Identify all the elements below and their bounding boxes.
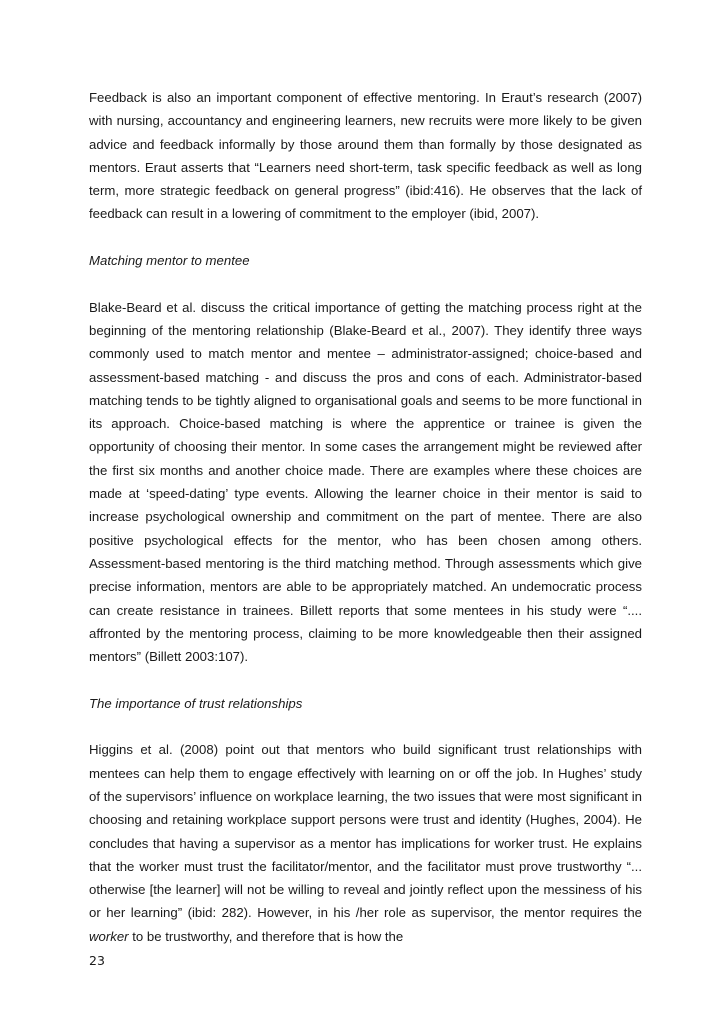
paragraph-feedback: Feedback is also an important component of effective mentoring. In Eraut’s research (2007) with nursing, accountancy and engineering learners, new recruits were more likely to be given advice and feedback informally by those around them than formally by those designated as mentors. Eraut asserts that “Learners need short-term, task specific feedback as well as long term, more strategic feedback on general progress” (ibid:416). He observes that the lack of feedback can result in a lowering of commitment to the employer (ibid, 2007). [89,90,642,222]
paragraph-trust-text-end: to be trustworthy, and therefore that is how the [128,928,404,944]
paragraph-spacer [89,272,642,295]
paragraph-trust-text-start: Higgins et al. (2008) point out that mentors who build significant trust relationships with mentees can help them to engage effectively with learning on or off the job. In Hughes’ study of the supervisors’ influence on workplace learning, the two issues that were most significant in choosing and retaining workplace support persons were trust and identity (Hughes, 2004). He concludes that having a supervisor as a mentor has implications for worker trust. He explains that the worker must trust the facilitator/mentor, and the facilitator must prove trustworthy “... otherwise [the learner] will not be willing to reveal and jointly reflect upon the messiness of his or her learning” (ibid: 282). However, in his /her role as supervisor, the mentor requires the [89,742,642,921]
paragraph-trust [89,738,642,948]
paragraph-spacer [89,715,642,738]
document-body [89,86,642,948]
section-heading-trust: The importance of trust relationships [89,695,303,711]
paragraph-matching: Blake-Beard et al. discuss the critical importance of getting the matching process right at the beginning of the mentoring relationship (Blake-Beard et al., 2007). They identify three ways commonly used to match mentor and mentee – administrator-assigned; choice-based and assessment-based matching - and discuss the pros and cons of each. Administrator-based matching tends to be tightly aligned to organisational goals and seems to be more functional in its approach. Choice-based matching is where the apprentice or trainee is given the opportunity of choosing their mentor. In some cases the arrangement might be reviewed after the first six months and another choice made. There are examples where these choices are made at ‘speed-dating’ type events. Allowing the learner choice in their mentor is said to increase psychological ownership and commitment on the part of mentee. There are also positive psychological effects for the mentor, who has been chosen among others. Assessment-based mentoring is the third matching method. Through assessments which give precise information, mentors are able to be appropriately matched. An undemocratic process can create resistance in trainees. Billett reports that some mentees in his study were “.... affronted by the mentoring process, claiming to be more knowledgeable then their assigned mentors” (Billett 2003:107). [89,299,642,665]
section-heading-matching: Matching mentor to mentee [89,253,250,269]
paragraph-trust-emphasis: worker [89,928,129,944]
page-number: 23 [89,953,105,968]
paragraph-spacer [89,668,642,691]
paragraph-spacer [89,226,642,249]
